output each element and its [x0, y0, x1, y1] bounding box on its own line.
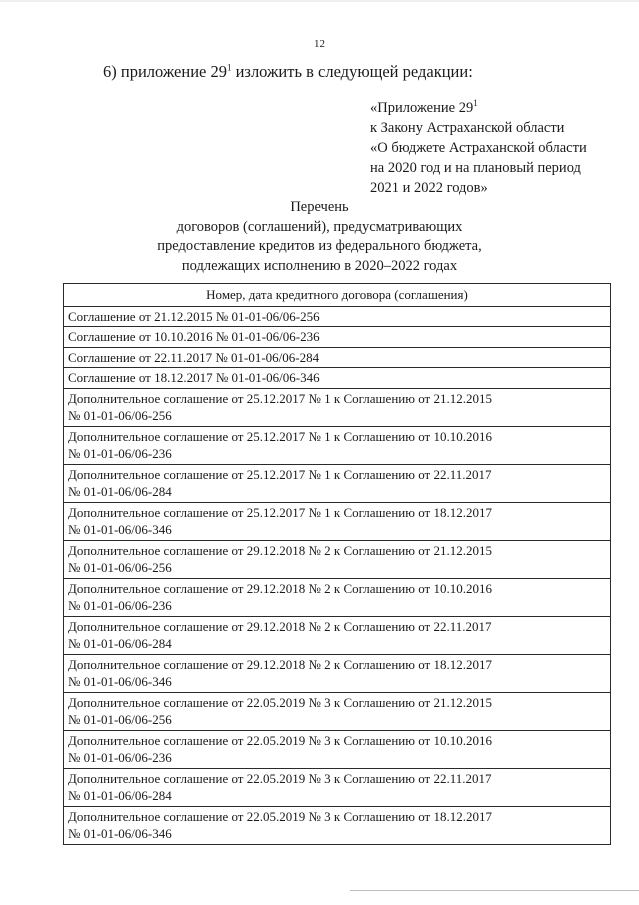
- agreement-cell: [64, 347, 611, 368]
- scan-bottom-edge: [350, 890, 639, 891]
- appendix-line-4: на 2020 год и на плановый период: [370, 160, 581, 176]
- agreement-cell: [64, 368, 611, 389]
- table-header-cell: Номер, дата кредитного договора (соглашения): [64, 284, 611, 307]
- agreement-text-line: Дополнительное соглашение от 25.12.2017 № 1 к Соглашению от 10.10.2016: [68, 428, 492, 444]
- table-row: [64, 540, 611, 578]
- agreement-text-line: № 01-01-06/06-346: [68, 522, 172, 537]
- agreement-cell: [64, 426, 611, 464]
- appendix-line-1: [370, 98, 587, 118]
- agreement-text-line: Дополнительное соглашение от 29.12.2018 № 2 к Соглашению от 22.11.2017: [68, 618, 492, 634]
- agreement-cell: [64, 464, 611, 502]
- heading-line-3: предоставление кредитов из федерального бюджета,: [157, 238, 482, 254]
- agreement-text-line: № 01-01-06/06-256: [68, 560, 172, 575]
- table-row: [64, 616, 611, 654]
- intro-text-before: 6) приложение 29: [103, 62, 227, 81]
- agreement-text-line: Дополнительное соглашение от 29.12.2018 № 2 к Соглашению от 21.12.2015: [68, 542, 492, 558]
- table-row: [64, 768, 611, 806]
- agreement-text-line: № 01-01-06/06-284: [68, 484, 172, 499]
- appendix-superscript: 1: [473, 98, 478, 109]
- agreement-text-line: № 01-01-06/06-256: [68, 712, 172, 727]
- agreement-text-line: Дополнительное соглашение от 22.05.2019 № 3 к Соглашению от 18.12.2017: [68, 808, 492, 824]
- table-row: [64, 368, 611, 389]
- scan-top-edge: [0, 0, 639, 2]
- agreement-text-line: Дополнительное соглашение от 25.12.2017 № 1 к Соглашению от 18.12.2017: [68, 504, 492, 520]
- agreement-text-line: Дополнительное соглашение от 22.05.2019 № 3 к Соглашению от 21.12.2015: [68, 694, 492, 710]
- table-row: [64, 654, 611, 692]
- agreement-cell: [64, 806, 611, 844]
- table-row: [64, 388, 611, 426]
- appendix-title: «Приложение 29: [370, 100, 474, 116]
- agreement-text-line: Дополнительное соглашение от 22.05.2019 № 3 к Соглашению от 22.11.2017: [68, 770, 492, 786]
- table-header-row: [64, 284, 611, 307]
- amendment-intro: [103, 62, 473, 82]
- table-row: [64, 502, 611, 540]
- table-body: [64, 306, 611, 844]
- table-row: [64, 306, 611, 327]
- agreement-cell: [64, 730, 611, 768]
- agreement-text-line: № 01-01-06/06-284: [68, 788, 172, 803]
- heading-line-4: подлежащих исполнению в 2020–2022 годах: [181, 257, 458, 274]
- agreement-text-line: № 01-01-06/06-284: [68, 636, 172, 651]
- agreement-cell: [64, 502, 611, 540]
- heading-line-1: Перечень: [290, 199, 349, 215]
- heading-line-2: договоров (соглашений), предусматривающих: [176, 218, 463, 235]
- table-row: [64, 347, 611, 368]
- appendix-reference: [370, 98, 587, 198]
- agreement-text-line: № 01-01-06/06-346: [68, 674, 172, 689]
- agreement-text-line: № 01-01-06/06-256: [68, 408, 172, 423]
- agreement-cell: [64, 327, 611, 348]
- agreement-text-line: Соглашение от 22.11.2017 № 01-01-06/06-284: [68, 349, 320, 365]
- agreement-text-line: № 01-01-06/06-236: [68, 598, 172, 613]
- intro-text-after: изложить в следующей редакции:: [231, 62, 473, 81]
- agreement-text-line: Дополнительное соглашение от 29.12.2018 № 2 к Соглашению от 18.12.2017: [68, 656, 492, 672]
- agreement-text-line: Дополнительное соглашение от 25.12.2017 № 1 к Соглашению от 22.11.2017: [68, 466, 492, 482]
- list-heading: [0, 198, 639, 276]
- agreement-text-line: Дополнительное соглашение от 22.05.2019 № 3 к Соглашению от 10.10.2016: [68, 732, 492, 748]
- agreement-cell: [64, 768, 611, 806]
- agreement-cell: [64, 540, 611, 578]
- agreement-cell: [64, 654, 611, 692]
- appendix-line-2: к Закону Астраханской области: [370, 120, 565, 136]
- agreement-cell: [64, 306, 611, 327]
- page-number: 12: [314, 38, 325, 50]
- agreement-text-line: № 01-01-06/06-346: [68, 826, 172, 841]
- table-row: [64, 806, 611, 844]
- agreement-cell: [64, 578, 611, 616]
- table-row: [64, 578, 611, 616]
- agreement-text-line: Соглашение от 21.12.2015 № 01-01-06/06-256: [68, 308, 320, 324]
- agreement-text-line: № 01-01-06/06-236: [68, 750, 172, 765]
- agreement-text-line: Соглашение от 10.10.2016 № 01-01-06/06-236: [68, 329, 320, 344]
- agreement-cell: [64, 388, 611, 426]
- agreements-table: [63, 283, 611, 845]
- table-row: [64, 426, 611, 464]
- agreement-text-line: № 01-01-06/06-236: [68, 446, 172, 461]
- appendix-line-3: «О бюджете Астраханской области: [370, 140, 587, 156]
- appendix-line-5: 2021 и 2022 годов»: [370, 180, 488, 196]
- agreement-cell: [64, 692, 611, 730]
- table-row: [64, 327, 611, 348]
- table-row: [64, 692, 611, 730]
- table-row: [64, 464, 611, 502]
- intro-superscript: 1: [226, 62, 232, 73]
- agreement-cell: [64, 616, 611, 654]
- agreement-text-line: Дополнительное соглашение от 25.12.2017 № 1 к Соглашению от 21.12.2015: [68, 390, 492, 406]
- agreement-text-line: Соглашение от 18.12.2017 № 01-01-06/06-346: [68, 370, 320, 385]
- agreement-text-line: Дополнительное соглашение от 29.12.2018 № 2 к Соглашению от 10.10.2016: [68, 580, 492, 596]
- table-row: [64, 730, 611, 768]
